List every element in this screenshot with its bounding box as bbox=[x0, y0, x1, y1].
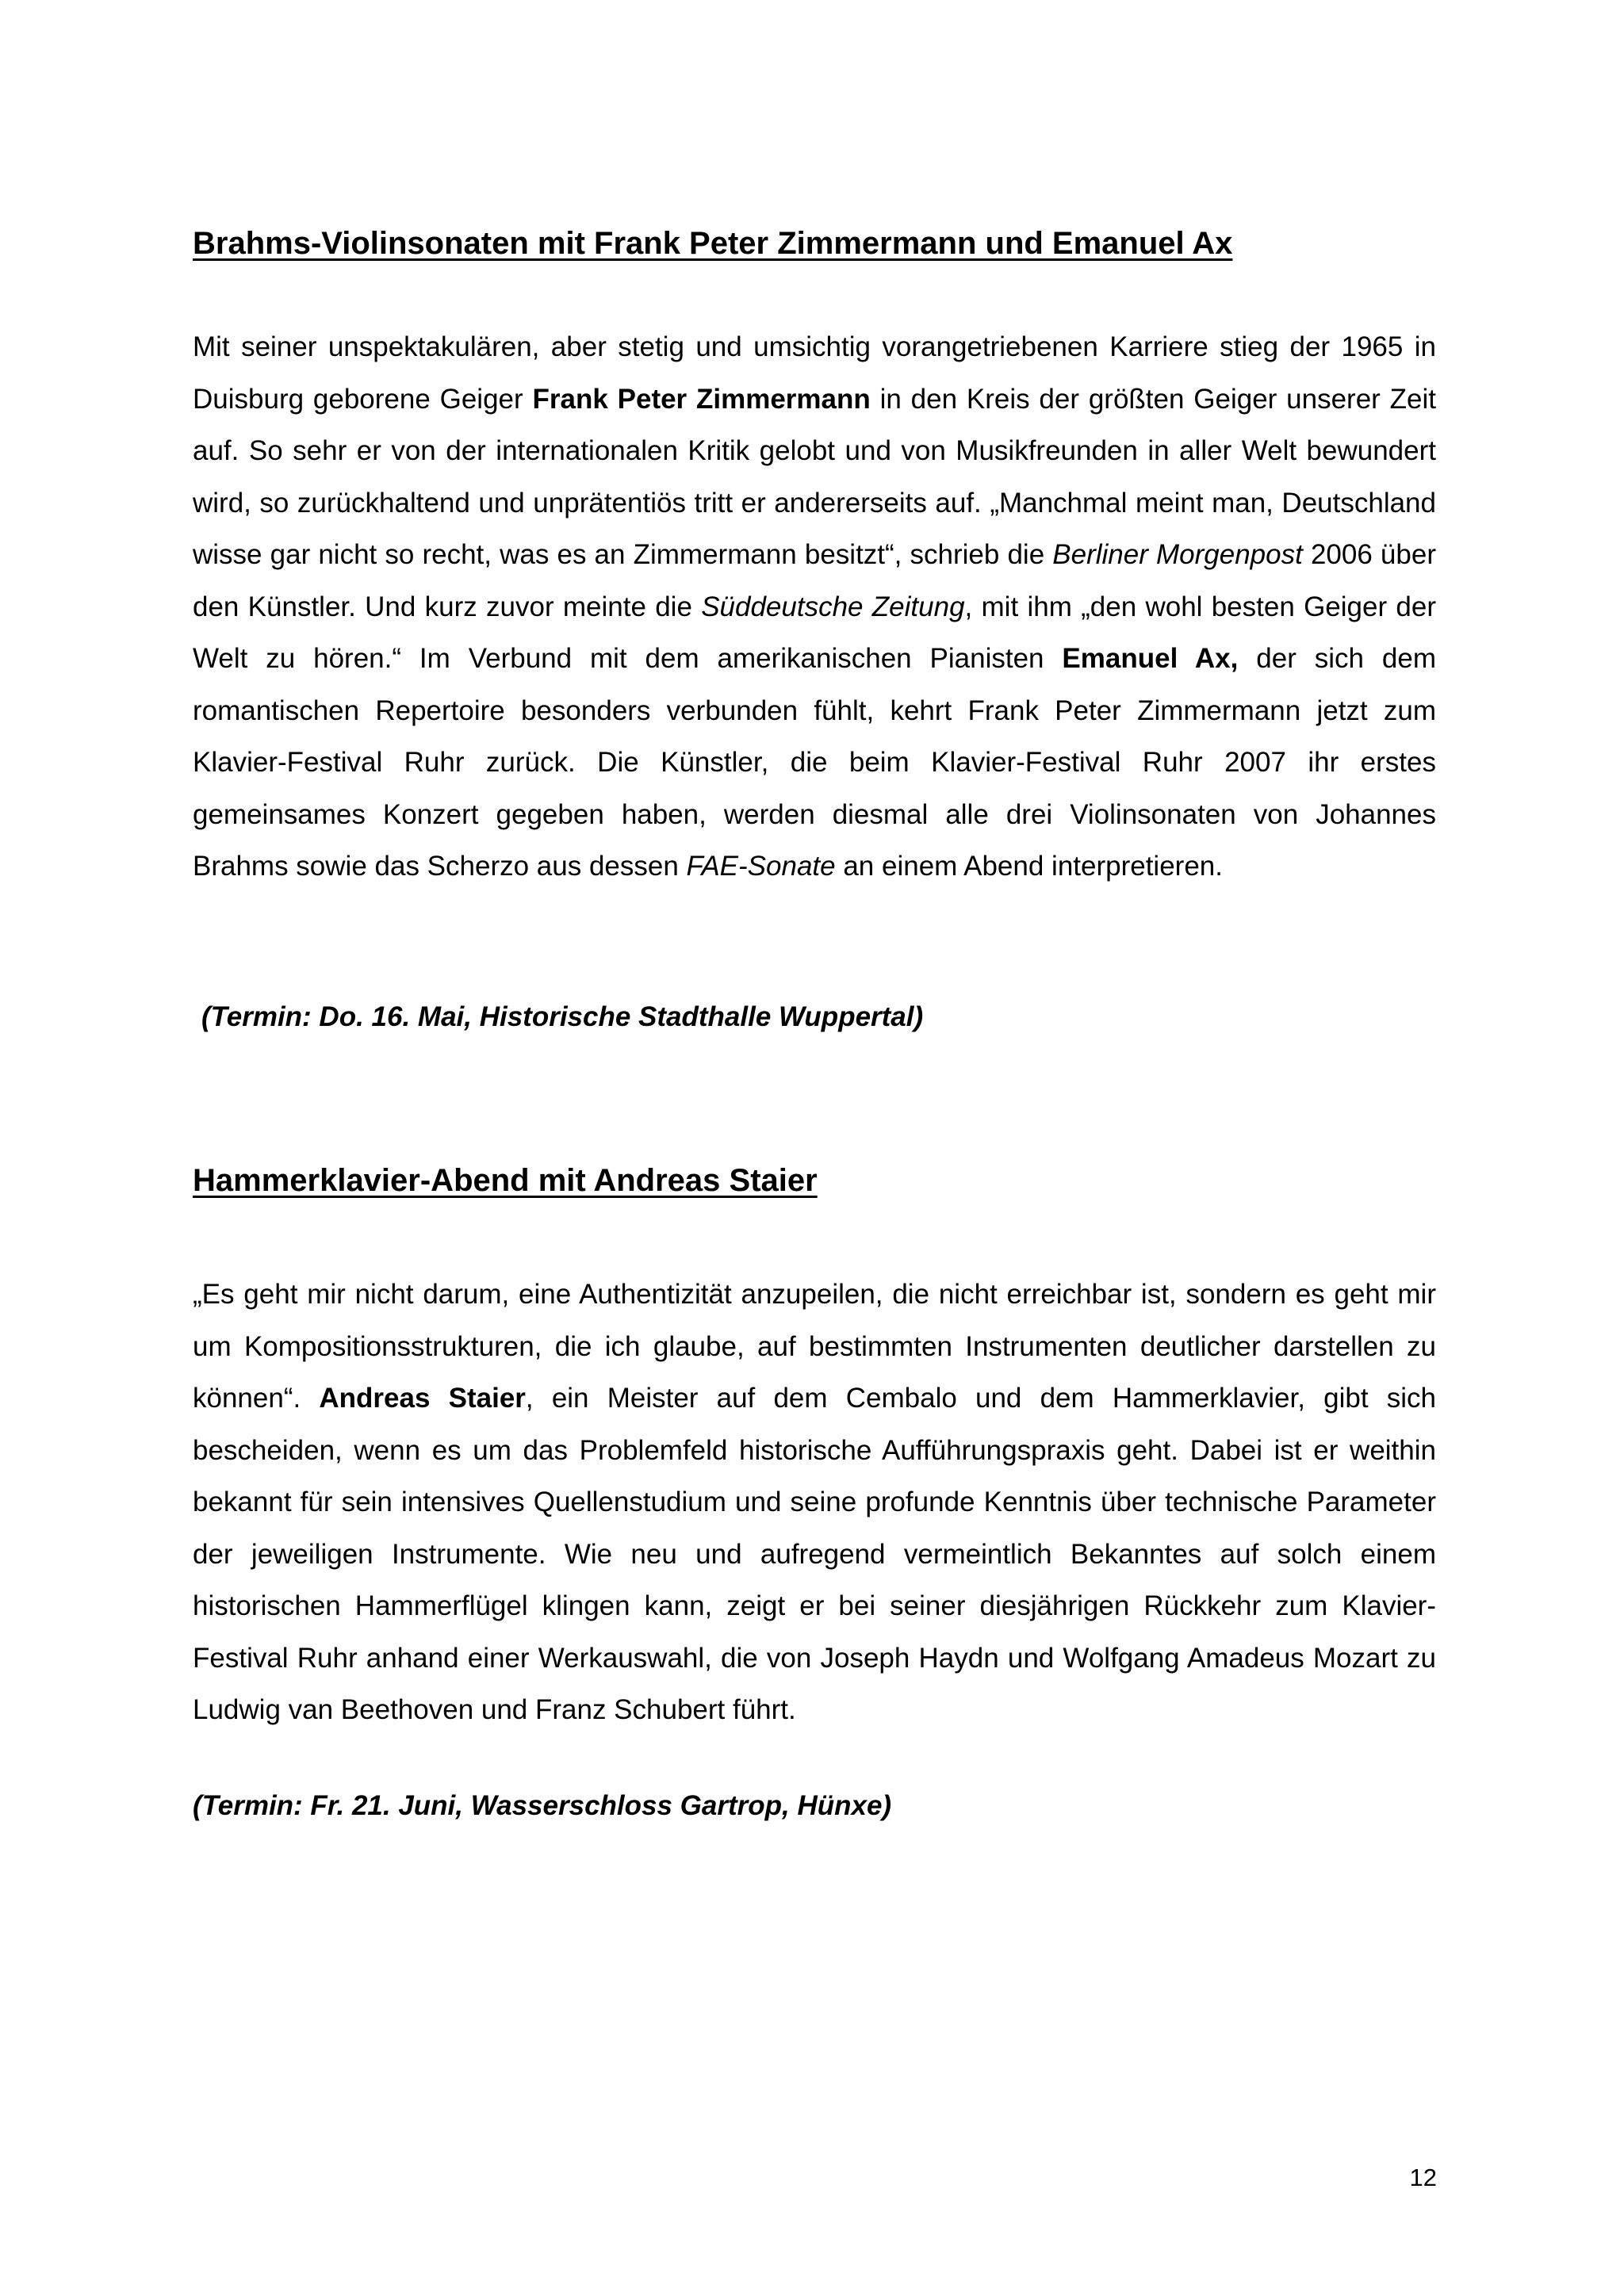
body-text: , mit ihm „den wohl besten Geiger der Welt zu hören.“ Im Verbund mit dem amerikanischen Pianisten bbox=[193, 591, 1436, 674]
body-text: an einem Abend interpretieren. bbox=[835, 851, 1223, 882]
section-body-brahms bbox=[193, 321, 1436, 893]
section-heading-brahms: Brahms-Violinsonaten mit Frank Peter Zimmermann und Emanuel Ax bbox=[193, 226, 1233, 261]
body-text: „Es geht mir nicht darum, eine Authentizität anzupeilen, die nicht erreichbar ist, sondern es geht mir um Kompositionsstrukturen, die ich glaube, auf bestimmten Instrumenten deutlicher darstellen zu können“. bbox=[193, 1279, 1436, 1414]
artist-name-staier: Andreas Staier bbox=[319, 1383, 526, 1414]
section-heading-staier: Hammerklavier-Abend mit Andreas Staier bbox=[193, 1163, 818, 1198]
work-title-fae-sonate: FAE-Sonate bbox=[686, 851, 836, 882]
body-text: 2006 über den Künstler. Und kurz zuvor meinte die bbox=[193, 539, 1436, 622]
publication-berliner-morgenpost: Berliner Morgenpost bbox=[1052, 539, 1303, 570]
body-text: , ein Meister auf dem Cembalo und dem Hammerklavier, gibt sich bescheiden, wenn es um das Problemfeld historische Aufführungspraxis geht. Dabei ist er weithin bekannt für sein intensives Quellenstudium und seine profunde Kenntnis über technische Parameter der jeweiligen Instrumente. Wie neu und aufregend vermeintlich Bekanntes auf solch einem historischen Hammerflügel klingen kann, zeigt er bei seiner diesjährigen Rückkehr zum Klavier-Festival Ruhr anhand einer Werkauswahl, die von Joseph Haydn und Wolfgang Amadeus Mozart zu Ludwig van Beethoven und Franz Schubert führt. bbox=[193, 1383, 1436, 1725]
page-number: 12 bbox=[1409, 2164, 1437, 2191]
body-text: Mit seiner unspektakulären, aber stetig und umsichtig vorangetriebenen Karriere stieg der 1965 in Duisburg geborene Geiger bbox=[193, 331, 1436, 415]
event-date-staier: (Termin: Fr. 21. Juni, Wasserschloss Gartrop, Hünxe) bbox=[193, 1790, 892, 1821]
artist-name-ax: Emanuel Ax, bbox=[1062, 643, 1239, 674]
section-body-staier bbox=[193, 1269, 1436, 1736]
publication-sueddeutsche-zeitung: Süddeutsche Zeitung bbox=[701, 591, 965, 622]
body-text: der sich dem romantischen Repertoire besonders verbunden fühlt, kehrt Frank Peter Zimmermann jetzt zum Klavier-Festival Ruhr zurück. Die Künstler, die beim Klavier-Festival Ruhr 2007 ihr erstes gemeinsames Konzert gegeben haben, werden diesmal alle drei Violinsonaten von Johannes Brahms sowie das Scherzo aus dessen bbox=[193, 643, 1436, 882]
event-date-brahms: (Termin: Do. 16. Mai, Historische Stadthalle Wuppertal) bbox=[201, 1001, 924, 1032]
artist-name-zimmermann: Frank Peter Zimmermann bbox=[532, 383, 871, 415]
body-text: in den Kreis der größten Geiger unserer Zeit auf. So sehr er von der internationalen Kritik gelobt und von Musikfreunden in aller Welt bewundert wird, so zurückhaltend und unprätentiös tritt er andererseits auf. „Manchmal meint man, Deutschland wisse gar nicht so recht, was es an Zimmermann besitzt“, schrieb die bbox=[193, 383, 1436, 570]
